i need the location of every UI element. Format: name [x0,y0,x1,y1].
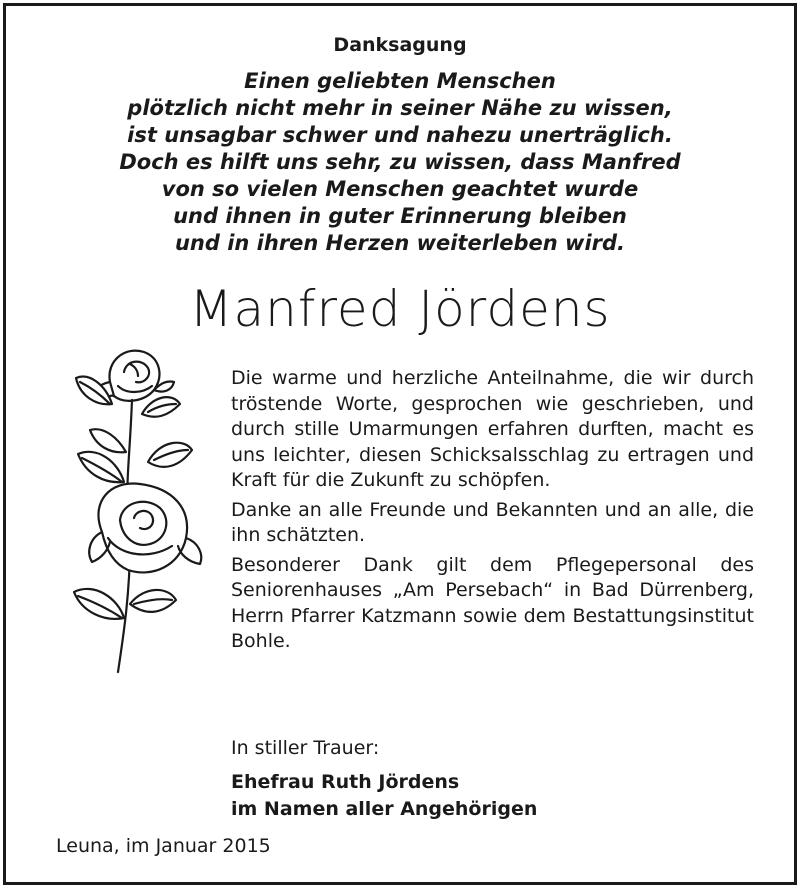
deceased-name: Manfred Jördens [189,280,611,338]
poem-line: und ihnen in guter Erinnerung bleiben [173,204,627,228]
signer-line: im Namen aller Angehörigen [231,798,538,820]
poem-line: und in ihren Herzen weiterleben wird. [174,231,626,255]
heading: Danksagung [333,34,467,56]
thanks-paragraph: Die warme und herzliche Anteilnahme, die wir durch tröstende Worte, gesprochen wie geschrieben, und durch stille Umarmungen erfahren durften, macht es uns leichter, diesen Schicksalsschlag zu ertragen und Kraft für die Zukunft zu schöpfen. [231,367,754,491]
thanks-paragraph: Danke an alle Freunde und Bekannten und an alle, die ihn schätzten. [231,498,754,546]
poem-line: Einen geliebten Menschen [244,69,556,93]
poem [6,68,794,257]
place-date: Leuna, im Januar 2015 [56,835,271,857]
mourning-label: In stiller Trauer: [231,737,380,759]
poem-line: ist unsagbar schwer und nahezu unerträglich. [127,123,673,147]
signers [231,769,537,823]
signer-line: Ehefrau Ruth Jördens [231,771,460,793]
thanks-paragraph: Besonderer Dank gilt dem Pflegepersonal des Seniorenhauses „Am Persebach“ in Bad Dürrenberg, Herrn Pfarrer Katzmann sowie dem Bestattungsinstitut Bohle. [231,553,754,652]
rose-icon [68,342,208,692]
thanks-text [231,366,754,659]
obituary-notice [3,3,797,885]
poem-line: Doch es hilft uns sehr, zu wissen, dass Manfred [119,150,681,174]
poem-line: von so vielen Menschen geachtet wurde [161,177,639,201]
poem-line: plötzlich nicht mehr in seiner Nähe zu wissen, [127,96,673,120]
